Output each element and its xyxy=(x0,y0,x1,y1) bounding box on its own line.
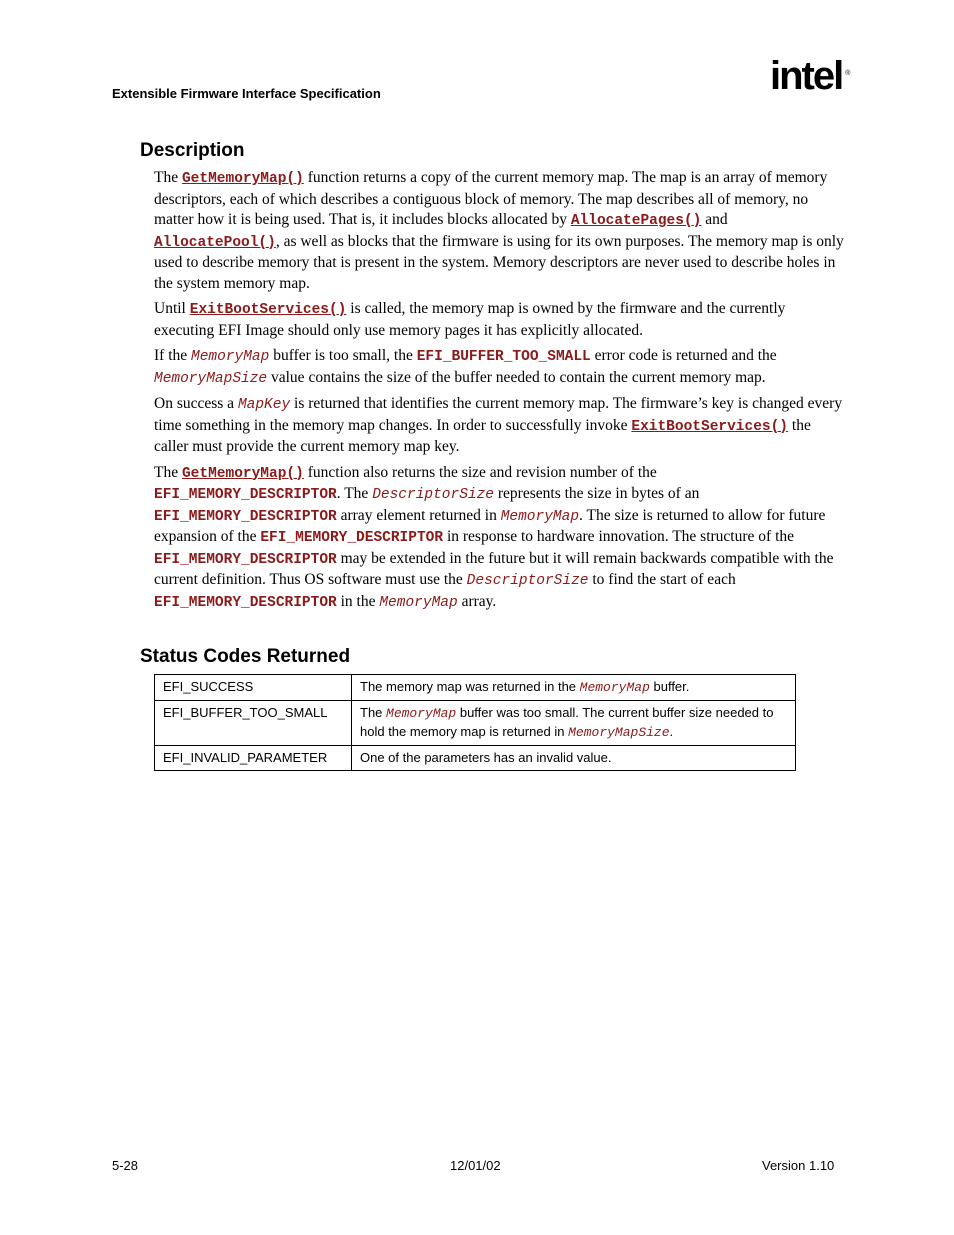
param-memorymap: MemoryMap xyxy=(386,706,457,721)
status-codes-heading: Status Codes Returned xyxy=(140,646,351,667)
status-codes-table xyxy=(154,674,796,771)
paragraph-4: On success a MapKey is returned that identifies the current memory map. The firmware’s key is changed every time something in the memory map changes. In order to successfully invoke ExitBootServices() the caller must provide the current memory map key. xyxy=(154,395,843,455)
param-mapkey: MapKey xyxy=(237,397,291,413)
param-memorymapsize: MemoryMapSize xyxy=(154,370,268,387)
param-memorymap: MemoryMap xyxy=(379,594,458,611)
paragraph-2: Until ExitBootServices() is called, the memory map is owned by the firmware and the currently executing EFI Image should only use memory pages it has explicitly allocated. xyxy=(154,300,786,339)
paragraph-5: The GetMemoryMap() function also returns the size and revision number of the EFI_MEMORY_DESCRIPTOR. The DescriptorSize represents the size in bytes of an EFI_MEMORY_DESCRIPTOR array element returned in MemoryMap. The size is returned to allow for future expansion of the EFI_MEMORY_DESCRIPTOR in response to hardware innovation. The structure of the EFI_MEMORY_DESCRIPTOR may be extended in the future but it will remain backwards compatible with the current definition. Thus OS software must use the DescriptorSize to find the start of each EFI_MEMORY_DESCRIPTOR in the MemoryMap array. xyxy=(154,463,834,611)
param-descriptorsize: DescriptorSize xyxy=(466,573,589,589)
status-code: EFI_INVALID_PARAMETER xyxy=(155,746,352,771)
param-memorymapsize: MemoryMapSize xyxy=(568,725,670,740)
table-row xyxy=(155,701,796,746)
type-efi-memory-descriptor: EFI_MEMORY_DESCRIPTOR xyxy=(154,594,337,611)
paragraph-1: The GetMemoryMap() function returns a copy of the current memory map. The map is an array of memory descriptors, each of which describes a contiguous block of memory. The map describes all of memory, no matter how it is being used. That is, it includes blocks allocated by AllocatePages() and AllocatePool(), as well as blocks that the firmware is using for its own purposes. The memory map is only used to describe memory that is present in the system. Memory descriptors are never used to describe holes in the system memory map. xyxy=(154,169,844,292)
type-efi-memory-descriptor: EFI_MEMORY_DESCRIPTOR xyxy=(154,551,337,568)
status-description: The memory map was returned in the MemoryMap buffer. xyxy=(352,675,796,701)
param-descriptorsize: DescriptorSize xyxy=(372,487,495,503)
param-memorymap: MemoryMap xyxy=(191,349,270,365)
table-row xyxy=(155,675,796,701)
exitbootservices-link[interactable]: ExitBootServices() xyxy=(189,302,347,318)
param-memorymap: MemoryMap xyxy=(579,680,650,695)
status-description: The MemoryMap buffer was too small. The current buffer size needed to hold the memory map is returned in MemoryMapSize. xyxy=(352,701,796,746)
footer-date: 12/01/02 xyxy=(450,1158,501,1173)
status-description: One of the parameters has an invalid value. xyxy=(352,746,796,771)
table-row xyxy=(155,746,796,771)
intel-logo: intel ® xyxy=(770,54,851,98)
type-efi-memory-descriptor: EFI_MEMORY_DESCRIPTOR xyxy=(260,530,444,546)
status-code: EFI_BUFFER_TOO_SMALL xyxy=(155,701,352,746)
document-title: Extensible Firmware Interface Specification xyxy=(112,86,381,101)
paragraph-3: If the MemoryMap buffer is too small, the EFI_BUFFER_TOO_SMALL error code is returned and the MemoryMapSize value contains the size of the buffer needed to contain the current memory map. xyxy=(154,347,777,387)
type-efi-memory-descriptor: EFI_MEMORY_DESCRIPTOR xyxy=(154,487,337,503)
const-efi-buffer-too-small: EFI_BUFFER_TOO_SMALL xyxy=(416,349,591,365)
description-heading: Description xyxy=(140,140,245,161)
param-memorymap: MemoryMap xyxy=(500,508,580,525)
type-efi-memory-descriptor: EFI_MEMORY_DESCRIPTOR xyxy=(154,508,337,525)
getmemorymap-link[interactable]: GetMemoryMap() xyxy=(181,171,304,187)
exitbootservices-link[interactable]: ExitBootServices() xyxy=(631,418,789,435)
description-body xyxy=(154,168,844,618)
allocatepages-link[interactable]: AllocatePages() xyxy=(570,213,702,229)
page-number: 5-28 xyxy=(112,1158,139,1173)
allocatepool-link[interactable]: AllocatePool() xyxy=(154,234,276,251)
footer-version: Version 1.10 xyxy=(762,1158,835,1173)
getmemorymap-link[interactable]: GetMemoryMap() xyxy=(181,465,304,482)
status-code: EFI_SUCCESS xyxy=(155,675,352,701)
